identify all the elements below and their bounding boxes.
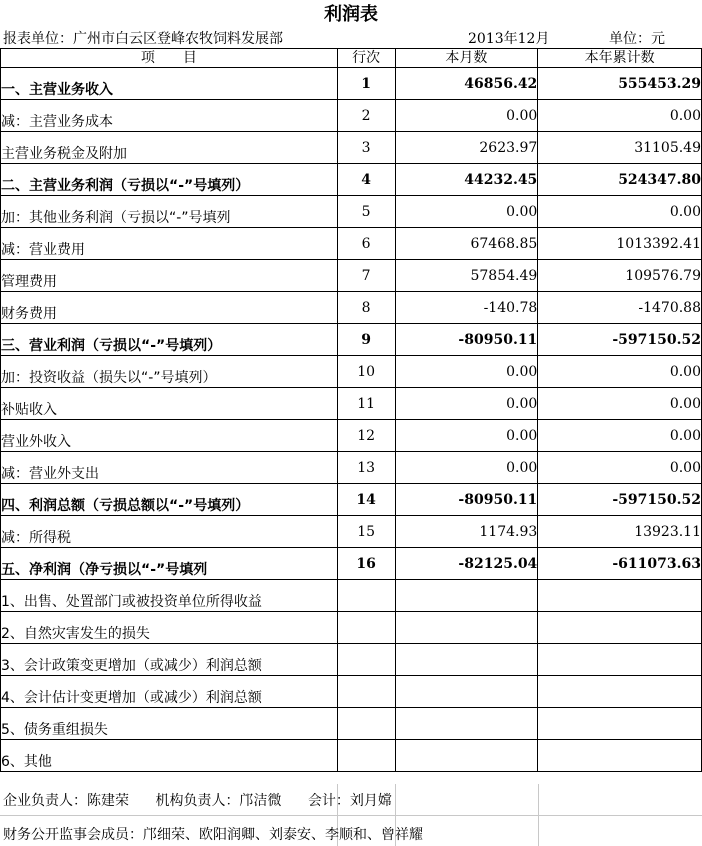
row-year-value: 0.00 <box>538 100 702 132</box>
table-row <box>1 516 702 548</box>
gridline <box>0 815 702 816</box>
empty-cell <box>337 612 395 644</box>
signatures <box>3 792 414 810</box>
note-row <box>1 612 702 644</box>
row-month-value: 0.00 <box>395 100 538 132</box>
row-line-number: 13 <box>337 452 395 484</box>
table-row <box>1 324 702 356</box>
supervisory-committee: 财务公开监事会成员：邝细荣、欧阳润卿、刘泰安、李顺和、曾祥耀 <box>3 827 423 843</box>
row-month-value: -82125.04 <box>395 548 538 580</box>
table-row <box>1 420 702 452</box>
table-row <box>1 356 702 388</box>
note-row <box>1 676 702 708</box>
table-row <box>1 132 702 164</box>
row-line-number: 2 <box>337 100 395 132</box>
note-label: 1、出售、处置部门或被投资单位所得收益 <box>1 580 338 612</box>
row-label: 一、主营业务收入 <box>1 68 338 100</box>
table-row <box>1 196 702 228</box>
note-label: 4、会计估计变更增加（或减少）利润总额 <box>1 676 338 708</box>
empty-cell <box>337 676 395 708</box>
row-year-value: -611073.63 <box>538 548 702 580</box>
note-label: 5、债务重组损失 <box>1 708 338 740</box>
row-year-value: 0.00 <box>538 452 702 484</box>
row-year-value: 1013392.41 <box>538 228 702 260</box>
row-month-value: -80950.11 <box>395 324 538 356</box>
empty-cell <box>395 740 538 772</box>
header-item: 项 目 <box>1 49 338 68</box>
row-label: 三、营业利润（亏损以“-”号填列） <box>1 324 338 356</box>
row-month-value: 0.00 <box>395 388 538 420</box>
empty-cell <box>337 580 395 612</box>
row-label: 补贴收入 <box>1 388 338 420</box>
table-row <box>1 228 702 260</box>
row-year-value: 0.00 <box>538 196 702 228</box>
row-label: 减：营业费用 <box>1 228 338 260</box>
row-line-number: 9 <box>337 324 395 356</box>
row-line-number: 12 <box>337 420 395 452</box>
empty-cell <box>538 644 702 676</box>
row-year-value: 0.00 <box>538 420 702 452</box>
row-line-number: 10 <box>337 356 395 388</box>
table-header-row <box>1 49 702 68</box>
empty-cell <box>538 708 702 740</box>
row-line-number: 14 <box>337 484 395 516</box>
row-line-number: 3 <box>337 132 395 164</box>
row-month-value: 57854.49 <box>395 260 538 292</box>
row-label: 主营业务税金及附加 <box>1 132 338 164</box>
note-label: 6、其他 <box>1 740 338 772</box>
table-row <box>1 100 702 132</box>
row-line-number: 8 <box>337 292 395 324</box>
accountant: 会计：刘月嫦 <box>307 793 392 809</box>
row-year-value: 555453.29 <box>538 68 702 100</box>
empty-cell <box>538 740 702 772</box>
row-line-number: 16 <box>337 548 395 580</box>
table-row <box>1 260 702 292</box>
header-month: 本月数 <box>395 49 538 68</box>
row-year-value: 13923.11 <box>538 516 702 548</box>
enterprise-leader: 企业负责人：陈建荣 <box>3 793 129 809</box>
row-label: 管理费用 <box>1 260 338 292</box>
row-label: 财务费用 <box>1 292 338 324</box>
empty-cell <box>395 676 538 708</box>
row-year-value: -1470.88 <box>538 292 702 324</box>
row-line-number: 1 <box>337 68 395 100</box>
row-line-number: 5 <box>337 196 395 228</box>
row-month-value: 0.00 <box>395 196 538 228</box>
note-row <box>1 580 702 612</box>
row-line-number: 4 <box>337 164 395 196</box>
row-year-value: 109576.79 <box>538 260 702 292</box>
table-row <box>1 452 702 484</box>
empty-cell <box>538 676 702 708</box>
row-line-number: 7 <box>337 260 395 292</box>
currency-unit: 单位：元 <box>609 31 665 47</box>
note-row <box>1 644 702 676</box>
row-month-value: 67468.85 <box>395 228 538 260</box>
row-label: 减：所得税 <box>1 516 338 548</box>
table-row <box>1 68 702 100</box>
row-month-value: -80950.11 <box>395 484 538 516</box>
row-line-number: 6 <box>337 228 395 260</box>
empty-cell <box>395 612 538 644</box>
note-label: 2、自然灾害发生的损失 <box>1 612 338 644</box>
empty-cell <box>337 708 395 740</box>
note-label: 3、会计政策变更增加（或减少）利润总额 <box>1 644 338 676</box>
note-row <box>1 708 702 740</box>
row-year-value: 0.00 <box>538 356 702 388</box>
table-row <box>1 388 702 420</box>
note-row <box>1 740 702 772</box>
reporting-unit: 报表单位：广州市白云区登峰农牧饲料发展部 <box>3 31 283 47</box>
row-year-value: -597150.52 <box>538 484 702 516</box>
organization-leader: 机构负责人：邝洁微 <box>155 793 282 809</box>
row-year-value: 0.00 <box>538 388 702 420</box>
header-line: 行次 <box>337 49 395 68</box>
row-year-value: -597150.52 <box>538 324 702 356</box>
row-label: 加：投资收益（损失以“-”号填列） <box>1 356 338 388</box>
row-label: 营业外收入 <box>1 420 338 452</box>
table-row <box>1 292 702 324</box>
row-line-number: 15 <box>337 516 395 548</box>
empty-cell <box>337 644 395 676</box>
row-month-value: 44232.45 <box>395 164 538 196</box>
empty-cell <box>538 580 702 612</box>
row-year-value: 524347.80 <box>538 164 702 196</box>
row-label: 二、主营业务利润（亏损以“-”号填列） <box>1 164 338 196</box>
row-year-value: 31105.49 <box>538 132 702 164</box>
report-period: 2013年12月 <box>468 31 550 47</box>
row-label: 加：其他业务利润（亏损以“-”号填列 <box>1 196 338 228</box>
row-label: 减：主营业务成本 <box>1 100 338 132</box>
row-label: 减：营业外支出 <box>1 452 338 484</box>
table-row <box>1 548 702 580</box>
row-label: 四、利润总额（亏损总额以“-”号填列） <box>1 484 338 516</box>
empty-cell <box>395 580 538 612</box>
row-label: 五、净利润（净亏损以“-”号填列 <box>1 548 338 580</box>
income-statement-table <box>0 48 702 772</box>
header-year: 本年累计数 <box>538 49 702 68</box>
empty-cell <box>337 740 395 772</box>
row-month-value: 0.00 <box>395 356 538 388</box>
row-month-value: 0.00 <box>395 452 538 484</box>
row-month-value: -140.78 <box>395 292 538 324</box>
table-row <box>1 164 702 196</box>
table-row <box>1 484 702 516</box>
row-month-value: 0.00 <box>395 420 538 452</box>
row-month-value: 2623.97 <box>395 132 538 164</box>
empty-cell <box>538 612 702 644</box>
report-title: 利润表 <box>324 4 378 25</box>
row-month-value: 1174.93 <box>395 516 538 548</box>
row-line-number: 11 <box>337 388 395 420</box>
empty-cell <box>395 644 538 676</box>
empty-cell <box>395 708 538 740</box>
row-month-value: 46856.42 <box>395 68 538 100</box>
